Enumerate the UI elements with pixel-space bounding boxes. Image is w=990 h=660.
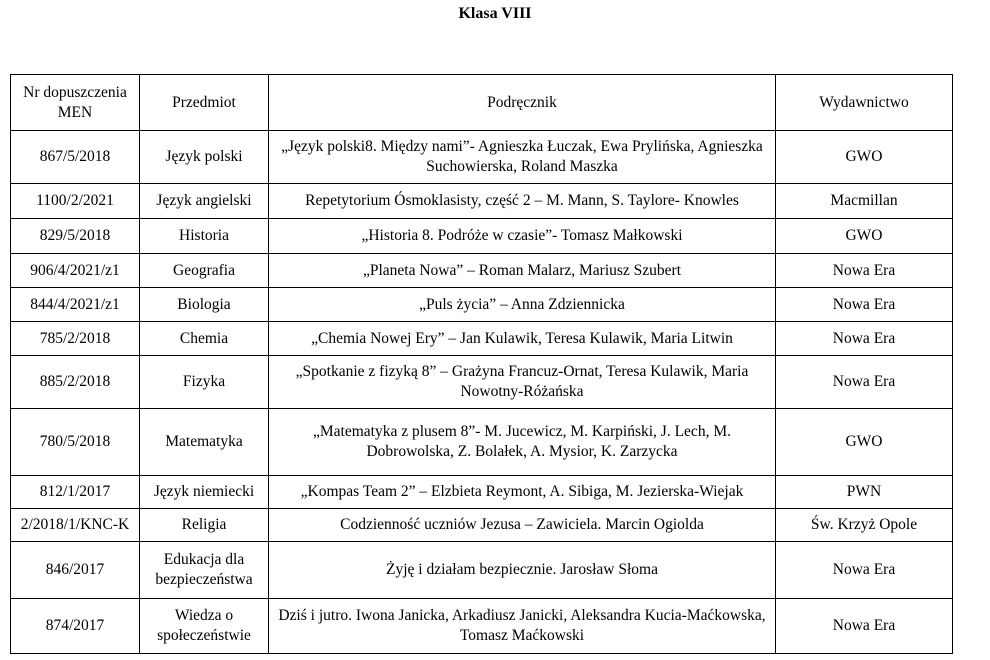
cell-book: „Matematyka z plusem 8”- M. Jucewicz, M. Karpiński, J. Lech, M. Dobrowolska, Z. Bolałek, A. Mysior, K. Zarzycka <box>269 409 776 476</box>
cell-book: Dziś i jutro. Iwona Janicka, Arkadiusz Janicki, Aleksandra Kucia-Maćkowska, Tomasz Maćkowski <box>269 599 776 654</box>
header-row <box>11 75 953 131</box>
cell-subject: Historia <box>140 219 269 254</box>
table-row <box>11 509 953 542</box>
cell-nr: 780/5/2018 <box>11 409 140 476</box>
cell-book: „Spotkanie z fizyką 8” – Grażyna Francuz-Ornat, Teresa Kulawik, Maria Nowotny-Różańska <box>269 356 776 409</box>
cell-publisher: Nowa Era <box>776 356 953 409</box>
cell-publisher: Nowa Era <box>776 599 953 654</box>
cell-subject: Język polski <box>140 131 269 184</box>
cell-subject: Język angielski <box>140 184 269 219</box>
cell-subject: Chemia <box>140 322 269 356</box>
table-row <box>11 184 953 219</box>
cell-nr: 844/4/2021/z1 <box>11 288 140 322</box>
cell-subject: Religia <box>140 509 269 542</box>
table-row <box>11 409 953 476</box>
cell-nr: 812/1/2017 <box>11 476 140 509</box>
cell-nr: 906/4/2021/z1 <box>11 254 140 288</box>
table-row <box>11 542 953 599</box>
textbook-table <box>10 74 953 654</box>
table-row <box>11 476 953 509</box>
cell-publisher: GWO <box>776 219 953 254</box>
table-row <box>11 131 953 184</box>
cell-nr: 867/5/2018 <box>11 131 140 184</box>
table-row <box>11 254 953 288</box>
cell-nr: 785/2/2018 <box>11 322 140 356</box>
table-row <box>11 356 953 409</box>
cell-subject: Fizyka <box>140 356 269 409</box>
cell-subject: Matematyka <box>140 409 269 476</box>
table-row <box>11 288 953 322</box>
page-title: Klasa VIII <box>458 5 532 22</box>
cell-book: „Planeta Nowa” – Roman Malarz, Mariusz Szubert <box>269 254 776 288</box>
cell-publisher: Macmillan <box>776 184 953 219</box>
cell-subject: Geografia <box>140 254 269 288</box>
cell-book: Żyję i działam bezpiecznie. Jarosław Słoma <box>269 542 776 599</box>
cell-publisher: Nowa Era <box>776 288 953 322</box>
cell-book: Repetytorium Ósmoklasisty, część 2 – M. Mann, S. Taylore- Knowles <box>269 184 776 219</box>
cell-nr: 885/2/2018 <box>11 356 140 409</box>
cell-nr: 846/2017 <box>11 542 140 599</box>
table-row <box>11 322 953 356</box>
cell-book: „Kompas Team 2” – Elzbieta Reymont, A. Sibiga, M. Jezierska-Wiejak <box>269 476 776 509</box>
cell-subject: Biologia <box>140 288 269 322</box>
cell-nr: 2/2018/1/KNC-K <box>11 509 140 542</box>
header-book: Podręcznik <box>269 75 776 131</box>
cell-subject: Edukacja dla bezpieczeństwa <box>140 542 269 599</box>
cell-publisher: GWO <box>776 131 953 184</box>
cell-book: „Chemia Nowej Ery” – Jan Kulawik, Teresa Kulawik, Maria Litwin <box>269 322 776 356</box>
table-row <box>11 599 953 654</box>
cell-book: „Język polski8. Między nami”- Agnieszka Łuczak, Ewa Prylińska, Agnieszka Suchowierska, Roland Maszka <box>269 131 776 184</box>
table-row <box>11 219 953 254</box>
cell-publisher: Nowa Era <box>776 322 953 356</box>
cell-subject: Język niemiecki <box>140 476 269 509</box>
cell-publisher: PWN <box>776 476 953 509</box>
cell-book: „Historia 8. Podróże w czasie”- Tomasz Małkowski <box>269 219 776 254</box>
cell-publisher: Nowa Era <box>776 542 953 599</box>
cell-subject: Wiedza o społeczeństwie <box>140 599 269 654</box>
cell-nr: 1100/2/2021 <box>11 184 140 219</box>
header-nr: Nr dopuszczenia MEN <box>11 75 140 131</box>
cell-nr: 874/2017 <box>11 599 140 654</box>
cell-nr: 829/5/2018 <box>11 219 140 254</box>
cell-publisher: Św. Krzyż Opole <box>776 509 953 542</box>
cell-book: Codzienność uczniów Jezusa – Zawiciela. Marcin Ogiolda <box>269 509 776 542</box>
cell-publisher: GWO <box>776 409 953 476</box>
cell-book: „Puls życia” – Anna Zdziennicka <box>269 288 776 322</box>
header-publisher: Wydawnictwo <box>776 75 953 131</box>
header-subject: Przedmiot <box>140 75 269 131</box>
cell-publisher: Nowa Era <box>776 254 953 288</box>
